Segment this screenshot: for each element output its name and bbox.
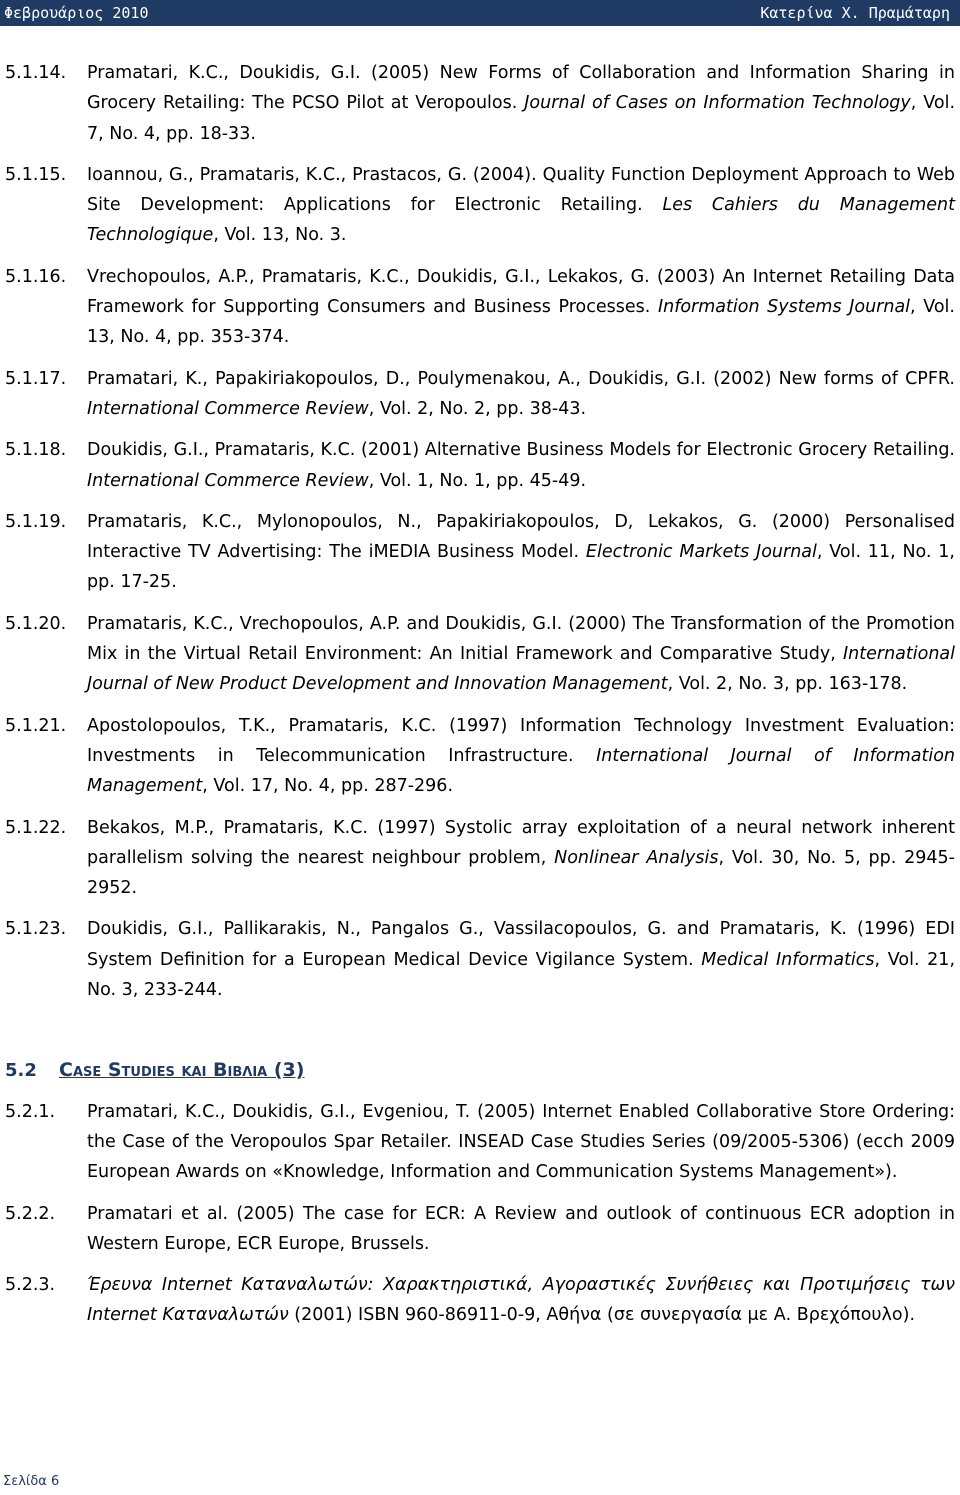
section-title: Case Studies και Βιβλια (3) [59,1059,305,1082]
reference-text [87,1199,955,1260]
reference-text-segment: , Vol. 2, No. 2, pp. 38-43. [368,398,587,419]
reference-list-journals [5,58,955,1005]
reference-text [87,1097,955,1188]
reference-text-segment: , Vol. 21, No. 3, 233-244. [87,949,956,1001]
reference-number: 5.1.15. [5,164,67,185]
header-date: Φεβρουάριος 2010 [4,4,149,22]
reference-text [87,58,955,149]
reference-text-segment: Pramatari, K.C., Doukidis, G.I. (2005) New Forms of Collaboration and Information Sharing in Grocery Retailing: The PCSO Pilot at Veropoulos. [87,63,955,114]
reference-number: 5.2.3. [5,1275,56,1296]
reference-source-title: Medical Informatics [701,949,875,970]
reference-text [87,1270,955,1331]
reference-source-title: Information Systems Journal [657,297,911,318]
reference-text-segment: , Vol. 13, No. 4, pp. 353-374. [87,297,955,348]
reference-text-segment: (2001) ISBN 960-86911-0-9, Αθήνα (σε συνεργασία με Α. Βρεχόπουλο). [288,1305,916,1326]
reference-item [5,914,955,1005]
reference-number: 5.1.20. [5,613,67,634]
reference-text-segment: Pramataris, K.C., Mylonopoulos, N., Papakiriakopoulos, D, Lekakos, G. (2000) Personalised Interactive TV Advertising: The iMEDIA Business Model. [87,511,955,563]
reference-text-segment: , Vol. 1, No. 1, pp. 45-49. [368,470,587,491]
reference-text-segment: Pramatari et al. (2005) The case for ECR: A Review and outlook of continuous ECR adoption in Western Europe, ECR Europe, Brussels. [87,1203,955,1254]
reference-number: 5.1.18. [5,440,67,461]
page-number: Σελίδα 6 [3,1474,60,1489]
reference-text-segment: Pramatari, K., Papakiriakopoulos, D., Poulymenakou, A., Doukidis, G.I. (2002) New forms of CPFR. [87,368,955,389]
reference-item [5,813,955,904]
reference-text-segment: , Vol. 11, No. 1, pp. 17-25. [87,542,955,593]
reference-number: 5.1.21. [5,715,67,736]
section-heading [5,1055,955,1086]
reference-text [87,364,955,425]
reference-text [87,262,955,353]
reference-text [87,711,955,802]
reference-source-title: Έρευνα Internet Καταναλωτών: Χαρακτηριστικά, Αγοραστικές Συνήθειες και Προτιμήσεις των Internet Καταναλωτών [87,1275,955,1326]
reference-text-segment: Bekakos, M.P., Pramataris, K.C. (1997) Systolic array exploitation of a neural network inherent parallelism solving the nearest neighbour problem, [87,817,955,868]
reference-text-segment: Apostolopoulos, T.K., Pramataris, K.C. (1997) Information Technology Investment Evaluation: Investments in Telecommunication Infrastructure. [87,715,955,766]
reference-source-title: International Journal of Information Management [87,745,955,797]
reference-number: 5.2.1. [5,1101,56,1122]
reference-text [87,813,955,904]
reference-text-segment: , Vol. 13, No. 3. [213,225,347,246]
reference-source-title: Journal of Cases on Information Technology [524,93,911,114]
reference-source-title: Les Cahiers du Management Technologique [87,195,955,246]
reference-item [5,364,955,425]
reference-text-segment: , Vol. 2, No. 3, pp. 163-178. [667,674,908,695]
reference-text [87,914,955,1005]
reference-text-segment: Doukidis, G.I., Pramataris, K.C. (2001) Alternative Business Models for Electronic Grocery Retailing. [87,440,955,461]
reference-number: 5.1.23. [5,919,67,940]
reference-item [5,507,955,598]
reference-item [5,1199,955,1260]
reference-text-segment: Pramatari, K.C., Doukidis, G.I., Evgeniou, T. (2005) Internet Enabled Collaborative Store Ordering: the Case of the Veropoulos Spar Retailer. INSEAD Case Studies Series (09/2005-5306) (ecch 2009 European Awards on «Knowledge, Information and Communication Systems Management»). [87,1101,955,1183]
reference-number: 5.2.2. [5,1203,56,1224]
reference-text-segment: , Vol. 17, No. 4, pp. 287-296. [202,776,454,797]
reference-text-segment: Vrechopoulos, A.P., Pramataris, K.C., Doukidis, G.I., Lekakos, G. (2003) An Internet Retailing Data Framework for Supporting Consumers and Business Processes. [87,266,955,318]
header-author: Κατερίνα Χ. Πραμάταρη [760,4,950,22]
reference-item [5,58,955,149]
reference-source-title: International Journal of New Product Development and Innovation Management [87,644,955,695]
reference-item [5,609,955,700]
document-body [5,58,955,1342]
page-header [0,0,960,26]
reference-text-segment: , Vol. 7, No. 4, pp. 18-33. [87,93,956,144]
reference-source-title: Nonlinear Analysis [554,847,719,868]
reference-item [5,435,955,496]
reference-item [5,1270,955,1331]
reference-list-case-studies [5,1097,955,1331]
reference-text-segment: Doukidis, G.I., Pallikarakis, N., Pangalos G., Vassilacopoulos, G. and Pramataris, K. (1996) EDI System Definition for a European Medical Device Vigilance System. [87,919,955,970]
reference-item [5,262,955,353]
reference-number: 5.1.22. [5,817,67,838]
reference-number: 5.1.17. [5,368,67,389]
reference-source-title: Electronic Markets Journal [585,542,817,563]
section-number: 5.2 [5,1060,37,1082]
reference-number: 5.1.16. [5,266,67,287]
reference-item [5,711,955,802]
reference-item [5,160,955,251]
reference-text [87,507,955,598]
reference-number: 5.1.14. [5,63,67,83]
reference-text-segment: Ioannou, G., Pramataris, K.C., Prastacos, G. (2004). Quality Function Deployment Approach to Web Site Development: Applications for Electronic Retailing. [87,164,955,216]
reference-text-segment: Pramataris, K.C., Vrechopoulos, A.P. and Doukidis, G.I. (2000) The Transformation of the Promotion Mix in the Virtual Retail Environment: An Initial Framework and Comparative Study, [87,613,955,665]
reference-item [5,1097,955,1188]
reference-number: 5.1.19. [5,511,67,532]
reference-text [87,160,955,251]
reference-text [87,435,955,496]
reference-source-title: International Commerce Review [87,470,369,491]
reference-source-title: International Commerce Review [87,398,369,419]
reference-text [87,609,955,700]
reference-text-segment: , Vol. 30, No. 5, pp. 2945-2952. [87,847,955,899]
